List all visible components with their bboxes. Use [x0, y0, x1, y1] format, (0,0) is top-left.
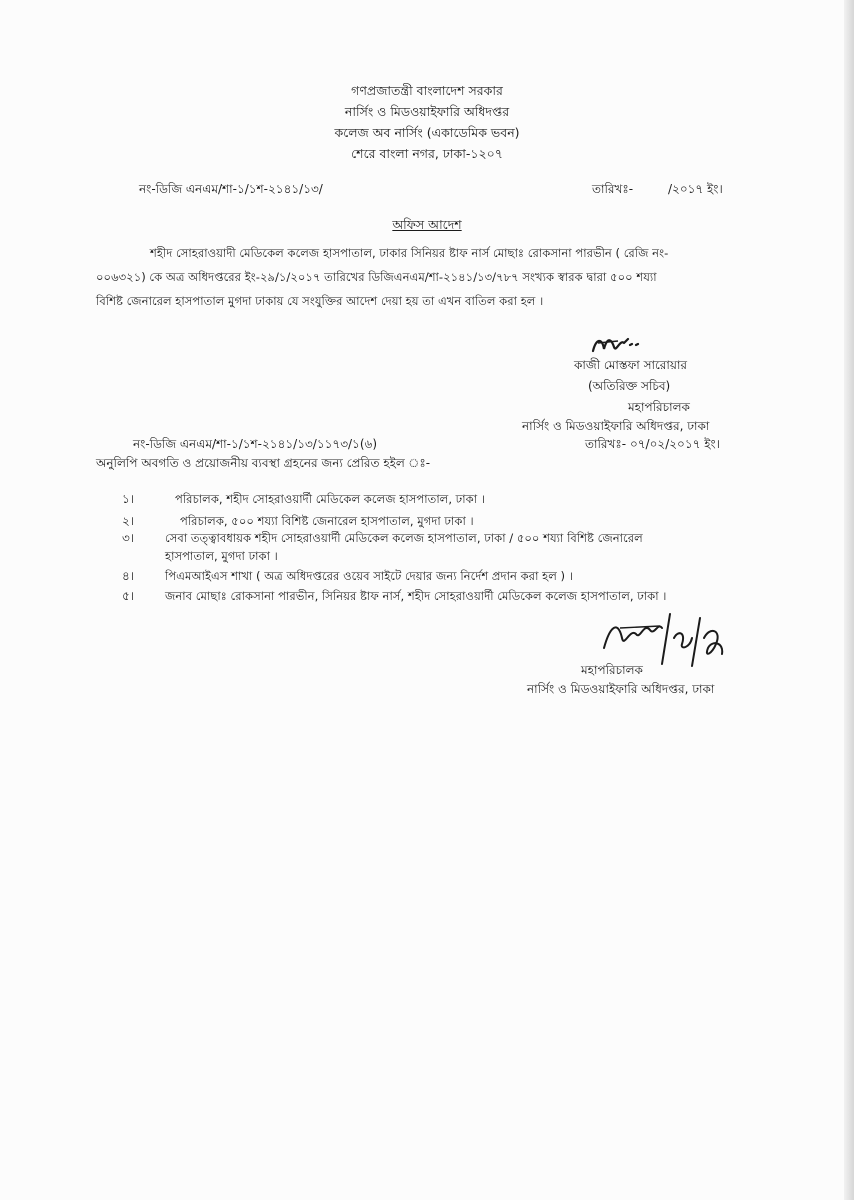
memo-number: নং-ডিজি এনএম/শা-১/১শ-২১৪১/১৩/ [139, 182, 323, 196]
memo-date-label: তারিখঃ- [592, 182, 634, 196]
copy-item-text: পরিচালক, ৫০০ শয্যা বিশিষ্ট জেনারেল হাসপাতাল, মুগদা ঢাকা । [180, 514, 474, 528]
copy-item-number: ৫। [122, 589, 135, 603]
signatory-2-department: নার্সিং ও মিডওয়াইফারি অধিদপ্তর, ঢাকা [527, 682, 715, 696]
copy-memo-number: নং-ডিজি এনএম/শা-১/১শ-২১৪১/১৩/১১৭৩/১(৬) [133, 437, 378, 451]
signatory-rank: (অতিরিক্ত সচিব) [588, 379, 671, 393]
header-college: কলেজ অব নার্সিং (একাডেমিক ভবন) [334, 125, 520, 140]
signature-2-mark [600, 608, 730, 670]
copy-item-text: জনাব মোছাঃ রোকসানা পারভীন, সিনিয়র ষ্টাফ নার্স, শহীদ সোহরাওয়ার্দী মেডিকেল কলেজ হাসপাতাল, ঢাকা । [165, 589, 667, 603]
memo-date-value: /২০১৭ ইং। [668, 182, 723, 196]
copy-item-number: ৩। [122, 531, 135, 545]
copy-intro: অনুলিপি অবগতি ও প্রয়োজনীয় ব্যবস্থা গ্রহনের জন্য প্রেরিত হইল ঃ- [96, 456, 431, 470]
signatory-name: কাজী মোস্তফা সারোয়ার [574, 358, 688, 372]
order-body-line: শহীদ সোহরাওয়াদী মেডিকেল কলেজ হাসপাতাল, ঢাকার সিনিয়র ষ্টাফ নার্স মোছাঃ রোকসানা পারভীন ( রেজি নং- [150, 246, 669, 260]
signatory-title: মহাপরিচালক [628, 400, 690, 414]
signatory-date: তারিখঃ- ০৭/০২/২০১৭ ইং। [585, 437, 720, 451]
copy-item-number: ১। [122, 492, 135, 506]
header-address: শেরে বাংলা নগর, ঢাকা-১২০৭ [351, 146, 503, 161]
scan-edge-shadow [844, 0, 854, 1200]
copy-item-text: হাসপাতাল, মুগদা ঢাকা । [165, 549, 278, 563]
copy-item-text: সেবা তত্ত্বাবধায়ক শহীদ সোহরাওয়ার্দী মেডিকেল কলেজ হাসপাতাল, ঢাকা / ৫০০ শয্যা বিশিষ্ট জেনারেল [165, 531, 643, 545]
copy-item-text: পিএমআইএস শাখা ( অত্র অধিদপ্তরের ওয়েব সাইটে দেয়ার জন্য নির্দেশ প্রদান করা হল ) । [165, 569, 573, 583]
signatory-department: নার্সিং ও মিডওয়াইফারি অধিদপ্তর, ঢাকা [522, 419, 710, 433]
order-body-line: ০০৬৩২১) কে অত্র অধিদপ্তরের ইং-২৯/১/২০১৭ তারিখের ডিজিএনএম/শা-২১৪১/১৩/৭৮৭ সংখ্যক স্বারক দ্বারা ৫০০ শয্যা [96, 270, 657, 284]
order-title: অফিস আদেশ [392, 217, 462, 232]
header-government: গণপ্রজাতন্ত্রী বাংলাদেশ সরকার [351, 83, 503, 98]
copy-item-number: ২। [122, 514, 135, 528]
signatory-2-title: মহাপরিচালক [581, 663, 643, 677]
copy-item-text: পরিচালক, শহীদ সোহরাওয়ার্দী মেডিকেল কলেজ হাসপাতাল, ঢাকা । [175, 492, 485, 506]
copy-item-number: ৪। [122, 569, 135, 583]
order-body-line: বিশিষ্ট জেনারেল হাসপাতাল মুগদা ঢাকায় যে সংযুক্তির আদেশ দেয়া হয় তা এখন বাতিল করা হল । [96, 294, 544, 308]
header-directorate: নার্সিং ও মিডওয়াইফারি অধিদপ্তর [344, 104, 510, 119]
